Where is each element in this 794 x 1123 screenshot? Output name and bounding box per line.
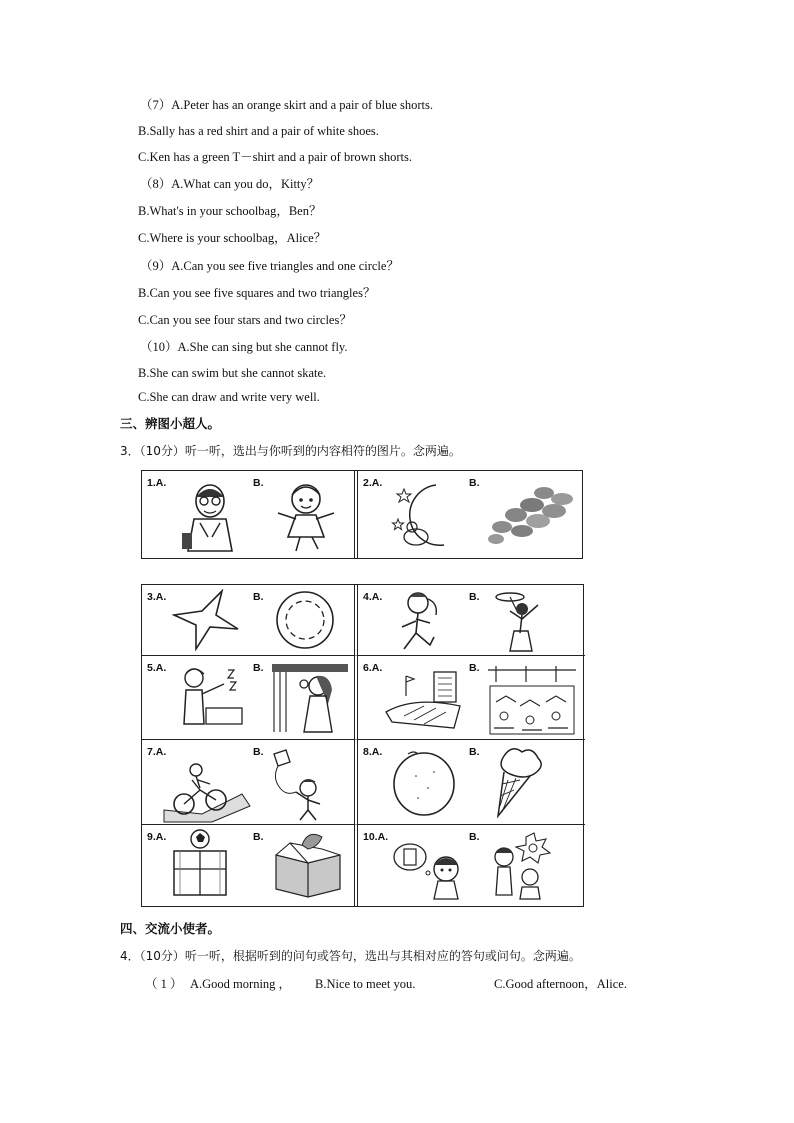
- item-7-a-label: 7.A.: [147, 746, 167, 758]
- section-3-heading: 三、辨图小超人。: [120, 416, 221, 431]
- item-6-b-label: B.: [469, 662, 480, 674]
- picture-item-10: [358, 825, 585, 906]
- item-1-a-label: 1.A.: [147, 477, 167, 489]
- question-9-option-a: （9）A.Can you see five triangles and one circle？: [140, 259, 399, 273]
- item-10-b-label: B.: [469, 831, 480, 843]
- picture-item-8: [358, 740, 585, 825]
- question-10-option-a: （10）A.She can sing but she cannot fly.: [140, 340, 348, 354]
- question-7-option-a: （7）A.Peter has an orange skirt and a pair of blue shorts.: [140, 98, 433, 112]
- item-8-a-label: 8.A.: [363, 746, 383, 758]
- picture-item-1: [142, 471, 358, 558]
- item-1-b-label: B.: [253, 477, 264, 489]
- question-1-option-c: C.Good afternoon，Alice.: [494, 977, 627, 991]
- picture-item-9: [142, 825, 358, 906]
- plate-circle-icon[interactable]: [272, 589, 358, 651]
- girl-dancing-icon[interactable]: [266, 479, 352, 553]
- picture-grid-2: [141, 584, 584, 907]
- picture-item-3: [142, 585, 358, 656]
- playground-icon[interactable]: [384, 666, 464, 734]
- item-8-b-label: B.: [469, 746, 480, 758]
- woman-dancing-icon[interactable]: [488, 587, 574, 653]
- item-10-a-label: 10.A.: [363, 831, 389, 843]
- question-8-option-b: B.What's in your schoolbag，Ben？: [138, 204, 322, 218]
- item-3-a-label: 3.A.: [147, 591, 167, 603]
- question-8-option-c: C.Where is your schoolbag，Alice？: [138, 231, 327, 245]
- section-4-heading: 四、交流小使者。: [120, 921, 221, 936]
- question-7-option-c: C.Ken has a green T－shirt and a pair of brown shorts.: [138, 150, 413, 164]
- ice-cream-icon[interactable]: [490, 744, 576, 820]
- ball-on-box-icon[interactable]: [170, 829, 250, 899]
- boy-thinking-milk-icon[interactable]: [388, 839, 468, 901]
- item-4-a-label: 4.A.: [363, 591, 383, 603]
- item-7-b-label: B.: [253, 746, 264, 758]
- picture-item-5: [142, 656, 358, 740]
- question-9-option-c: C.Can you see four stars and two circles？: [138, 313, 352, 327]
- item-5-a-label: 5.A.: [147, 662, 167, 674]
- picture-item-6: [358, 656, 585, 740]
- picture-item-4: [358, 585, 585, 656]
- picture-item-7: [142, 740, 358, 825]
- box-gift-icon[interactable]: [268, 829, 354, 899]
- question-1-option-b: B.Nice to meet you.: [315, 977, 416, 991]
- girl-running-icon[interactable]: [384, 589, 464, 653]
- section-3-instruction: 3．（10分）听一听，选出与你听到的内容相符的图片。念两遍。: [120, 444, 461, 458]
- question-10-option-c: C.She can draw and write very well.: [138, 390, 320, 404]
- item-6-a-label: 6.A.: [363, 662, 383, 674]
- boy-kite-icon[interactable]: [266, 748, 352, 822]
- picture-item-2: [358, 471, 584, 558]
- item-4-b-label: B.: [469, 591, 480, 603]
- picture-grid-1: [141, 470, 583, 559]
- lemon-icon[interactable]: [388, 746, 468, 818]
- stones-icon[interactable]: [482, 479, 582, 553]
- item-3-b-label: B.: [253, 591, 264, 603]
- teacher-icon[interactable]: [172, 664, 252, 734]
- question-10-option-b: B.She can swim but she cannot skate.: [138, 366, 327, 380]
- moon-stars-icon[interactable]: [384, 479, 464, 553]
- star-icon[interactable]: [172, 589, 252, 651]
- item-2-a-label: 2.A.: [363, 477, 383, 489]
- item-2-b-label: B.: [469, 477, 480, 489]
- question-9-option-b: B.Can you see five squares and two triangles？: [138, 286, 376, 300]
- kids-talking-icon[interactable]: [486, 831, 572, 901]
- classroom-icon[interactable]: [486, 662, 572, 738]
- question-1-number: （ 1 ）: [145, 977, 183, 991]
- singer-stage-icon[interactable]: [270, 660, 356, 736]
- item-5-b-label: B.: [253, 662, 264, 674]
- swimmer-icon[interactable]: [168, 479, 248, 553]
- section-4-instruction: 4．（10分）听一听，根据听到的问句或答句，选出与其相对应的答句或问句。念两遍。: [120, 949, 581, 963]
- cyclist-icon[interactable]: [162, 760, 242, 824]
- question-8-option-a: （8）A.What can you do，Kitty？: [140, 177, 320, 191]
- item-9-b-label: B.: [253, 831, 264, 843]
- item-9-a-label: 9.A.: [147, 831, 167, 843]
- question-7-option-b: B.Sally has a red shirt and a pair of white shoes.: [138, 124, 379, 138]
- question-1-option-a: A.Good morning ，: [190, 977, 292, 991]
